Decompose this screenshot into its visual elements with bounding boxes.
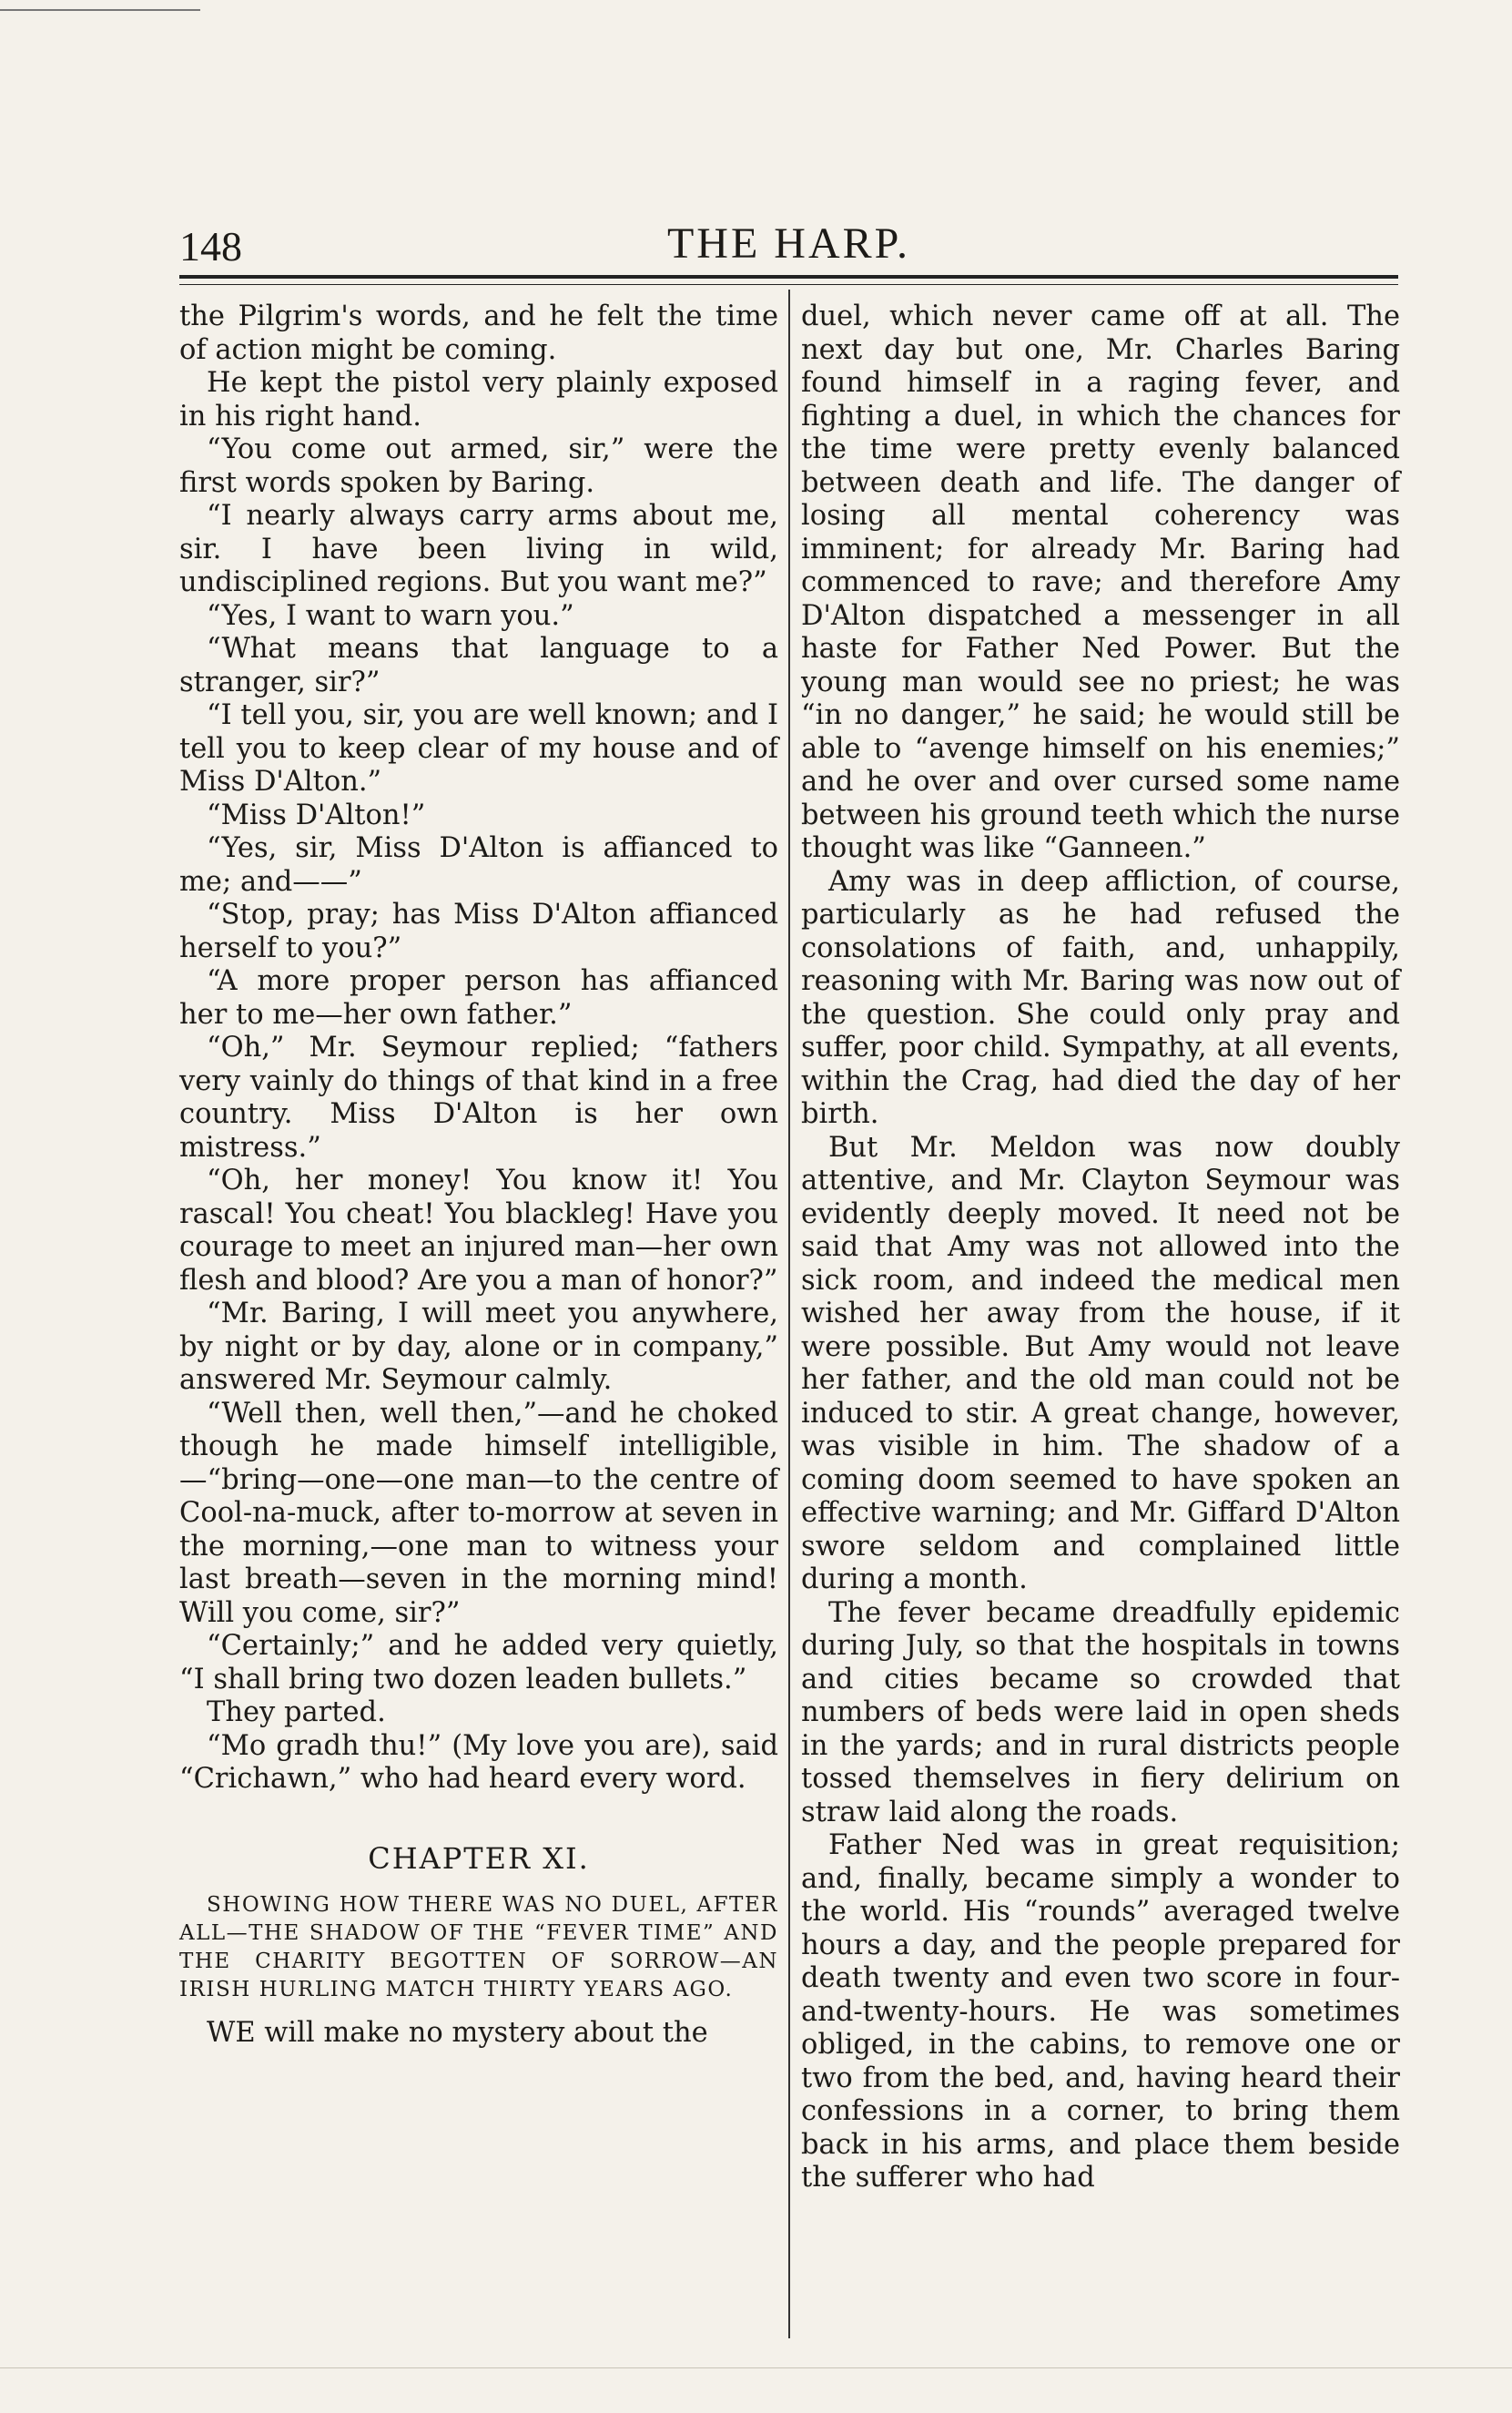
- paragraph: But Mr. Meldon was now doubly attentive, and Mr. Clayton Seymour was evidently deeply moved. It need not be said that Amy was not allowed into the sick room, and indeed the medical men wished her away from the house, if it were possible. But Amy would not leave her father, and the old man could not be induced to stir. A great change, however, was visible in him. The shadow of a coming doom seemed to have spoken an effective warning; and Mr. Giffard D'Alton swore seldom and complained little during a month.: [801, 1131, 1400, 1595]
- paragraph: duel, which never came off at all. The next day but one, Mr. Charles Baring found himself in a raging fever, and fighting a duel, in which the chances for the time were pretty evenly balanced between death and life. The danger of losing all mental coherency was imminent; for already Mr. Baring had commenced to rave; and therefore Amy D'Alton dispatched a messenger in all haste for Father Ned Power. But the young man would see no priest; he was “in no danger,” he said; he would still be able to “avenge himself on his enemies;” and he over and over cursed some name between his ground teeth which the nurse thought was like “Ganneen.”: [801, 300, 1400, 864]
- paragraph: “Stop, pray; has Miss D'Alton affianced herself to you?”: [179, 899, 778, 964]
- right-column: [801, 300, 1400, 2195]
- paragraph: “Oh,” Mr. Seymour replied; “fathers very vainly do things of that kind in a free country. Miss D'Alton is her own mistress.”: [179, 1032, 778, 1164]
- paragraph: “Oh, her money! You know it! You rascal! You cheat! You blackleg! Have you courage to meet an injured man—her own flesh and blood? Are you a man of honor?”: [179, 1165, 778, 1297]
- paragraph: “Yes, I want to warn you.”: [207, 599, 574, 632]
- paragraph: The fever became dreadfully epidemic during July, so that the hospitals in towns and cities became so crowded that numbers of beds were laid in open sheds in the yards; and in rural districts people tossed themselves in fiery delirium on straw laid along the roads.: [801, 1596, 1400, 1828]
- paragraph: “You come out armed, sir,” were the first words spoken by Baring.: [179, 433, 778, 499]
- left-column: [179, 300, 778, 2051]
- paragraph: “A more proper person has affianced her to me—her own father.”: [179, 965, 778, 1031]
- paragraph: Father Ned was in great requisition; and, finally, became simply a wonder to the world. His “rounds” averaged twelve hours a day, and the people prepared for death twenty and even two score in four-and-twenty-hours. He was sometimes obliged, in the cabins, to remove one or two from the bed, and, having heard their confessions in a corner, to bring them back in his arms, and place them beside the sufferer who had: [801, 1829, 1400, 2194]
- header-rule-thick: [179, 275, 1398, 279]
- paragraph: “Yes, sir, Miss D'Alton is affianced to me; and——”: [179, 832, 778, 898]
- paragraph: “Miss D'Alton!”: [207, 799, 426, 831]
- paragraph: the Pilgrim's words, and he felt the time of action might be coming.: [179, 300, 778, 366]
- chapter-opening-paragraph: WE will make no mystery about the: [207, 2017, 708, 2049]
- chapter-summary: [179, 1891, 778, 2004]
- column-divider: [788, 290, 790, 2338]
- paragraph: “Mo gradh thu!” (My love you are), said “Crichawn,” who had heard every word.: [179, 1729, 778, 1795]
- top-edge-rule: [0, 9, 200, 11]
- header-rule-thin: [179, 284, 1398, 285]
- paragraph: “Mr. Baring, I will meet you anywhere, by night or by day, alone or in company,” answered Mr. Seymour calmly.: [179, 1298, 778, 1396]
- chapter-summary-text: SHOWING HOW THERE WAS NO DUEL, AFTER ALL—THE SHADOW OF THE “FEVER TIME” AND THE CHARITY BEGOTTEN OF SORROW—AN IRISH HURLING MATCH THIRTY YEARS AGO.: [179, 1893, 778, 2001]
- paragraph: “I tell you, sir, you are well known; and I tell you to keep clear of my house and of Miss D'Alton.”: [179, 699, 778, 798]
- paragraph: He kept the pistol very plainly exposed in his right hand.: [179, 367, 778, 433]
- paragraph: “Well then, well then,”—and he choked though he made himself intelligible,—“bring—one—one man—to the centre of Cool-na-muck, after to-morrow at seven in the morning,—one man to witness your last breath—seven in the morning mind! Will you come, sir?”: [179, 1397, 778, 1629]
- page-header: [179, 219, 1398, 273]
- paragraph: “I nearly always carry arms about me, sir. I have been living in wild, undisciplined regions. But you want me?”: [179, 500, 778, 598]
- running-title: THE HARP.: [666, 219, 911, 268]
- paragraph: “What means that language to a stranger, sir?”: [179, 633, 778, 698]
- paragraph: Amy was in deep affliction, of course, particularly as he had refused the consolations of faith, and, unhappily, reasoning with Mr. Baring was now out of the question. She could only pray and suffer, poor child. Sympathy, at all events, within the Crag, had died the day of her birth.: [801, 865, 1400, 1130]
- paragraph: “Certainly;” and he added very quietly, “I shall bring two dozen leaden bullets.”: [179, 1630, 778, 1695]
- bottom-edge-rule: [0, 2367, 1512, 2368]
- paragraph: They parted.: [207, 1696, 386, 1728]
- page-number: 148: [179, 223, 242, 270]
- chapter-heading: CHAPTER XI.: [368, 1840, 590, 1876]
